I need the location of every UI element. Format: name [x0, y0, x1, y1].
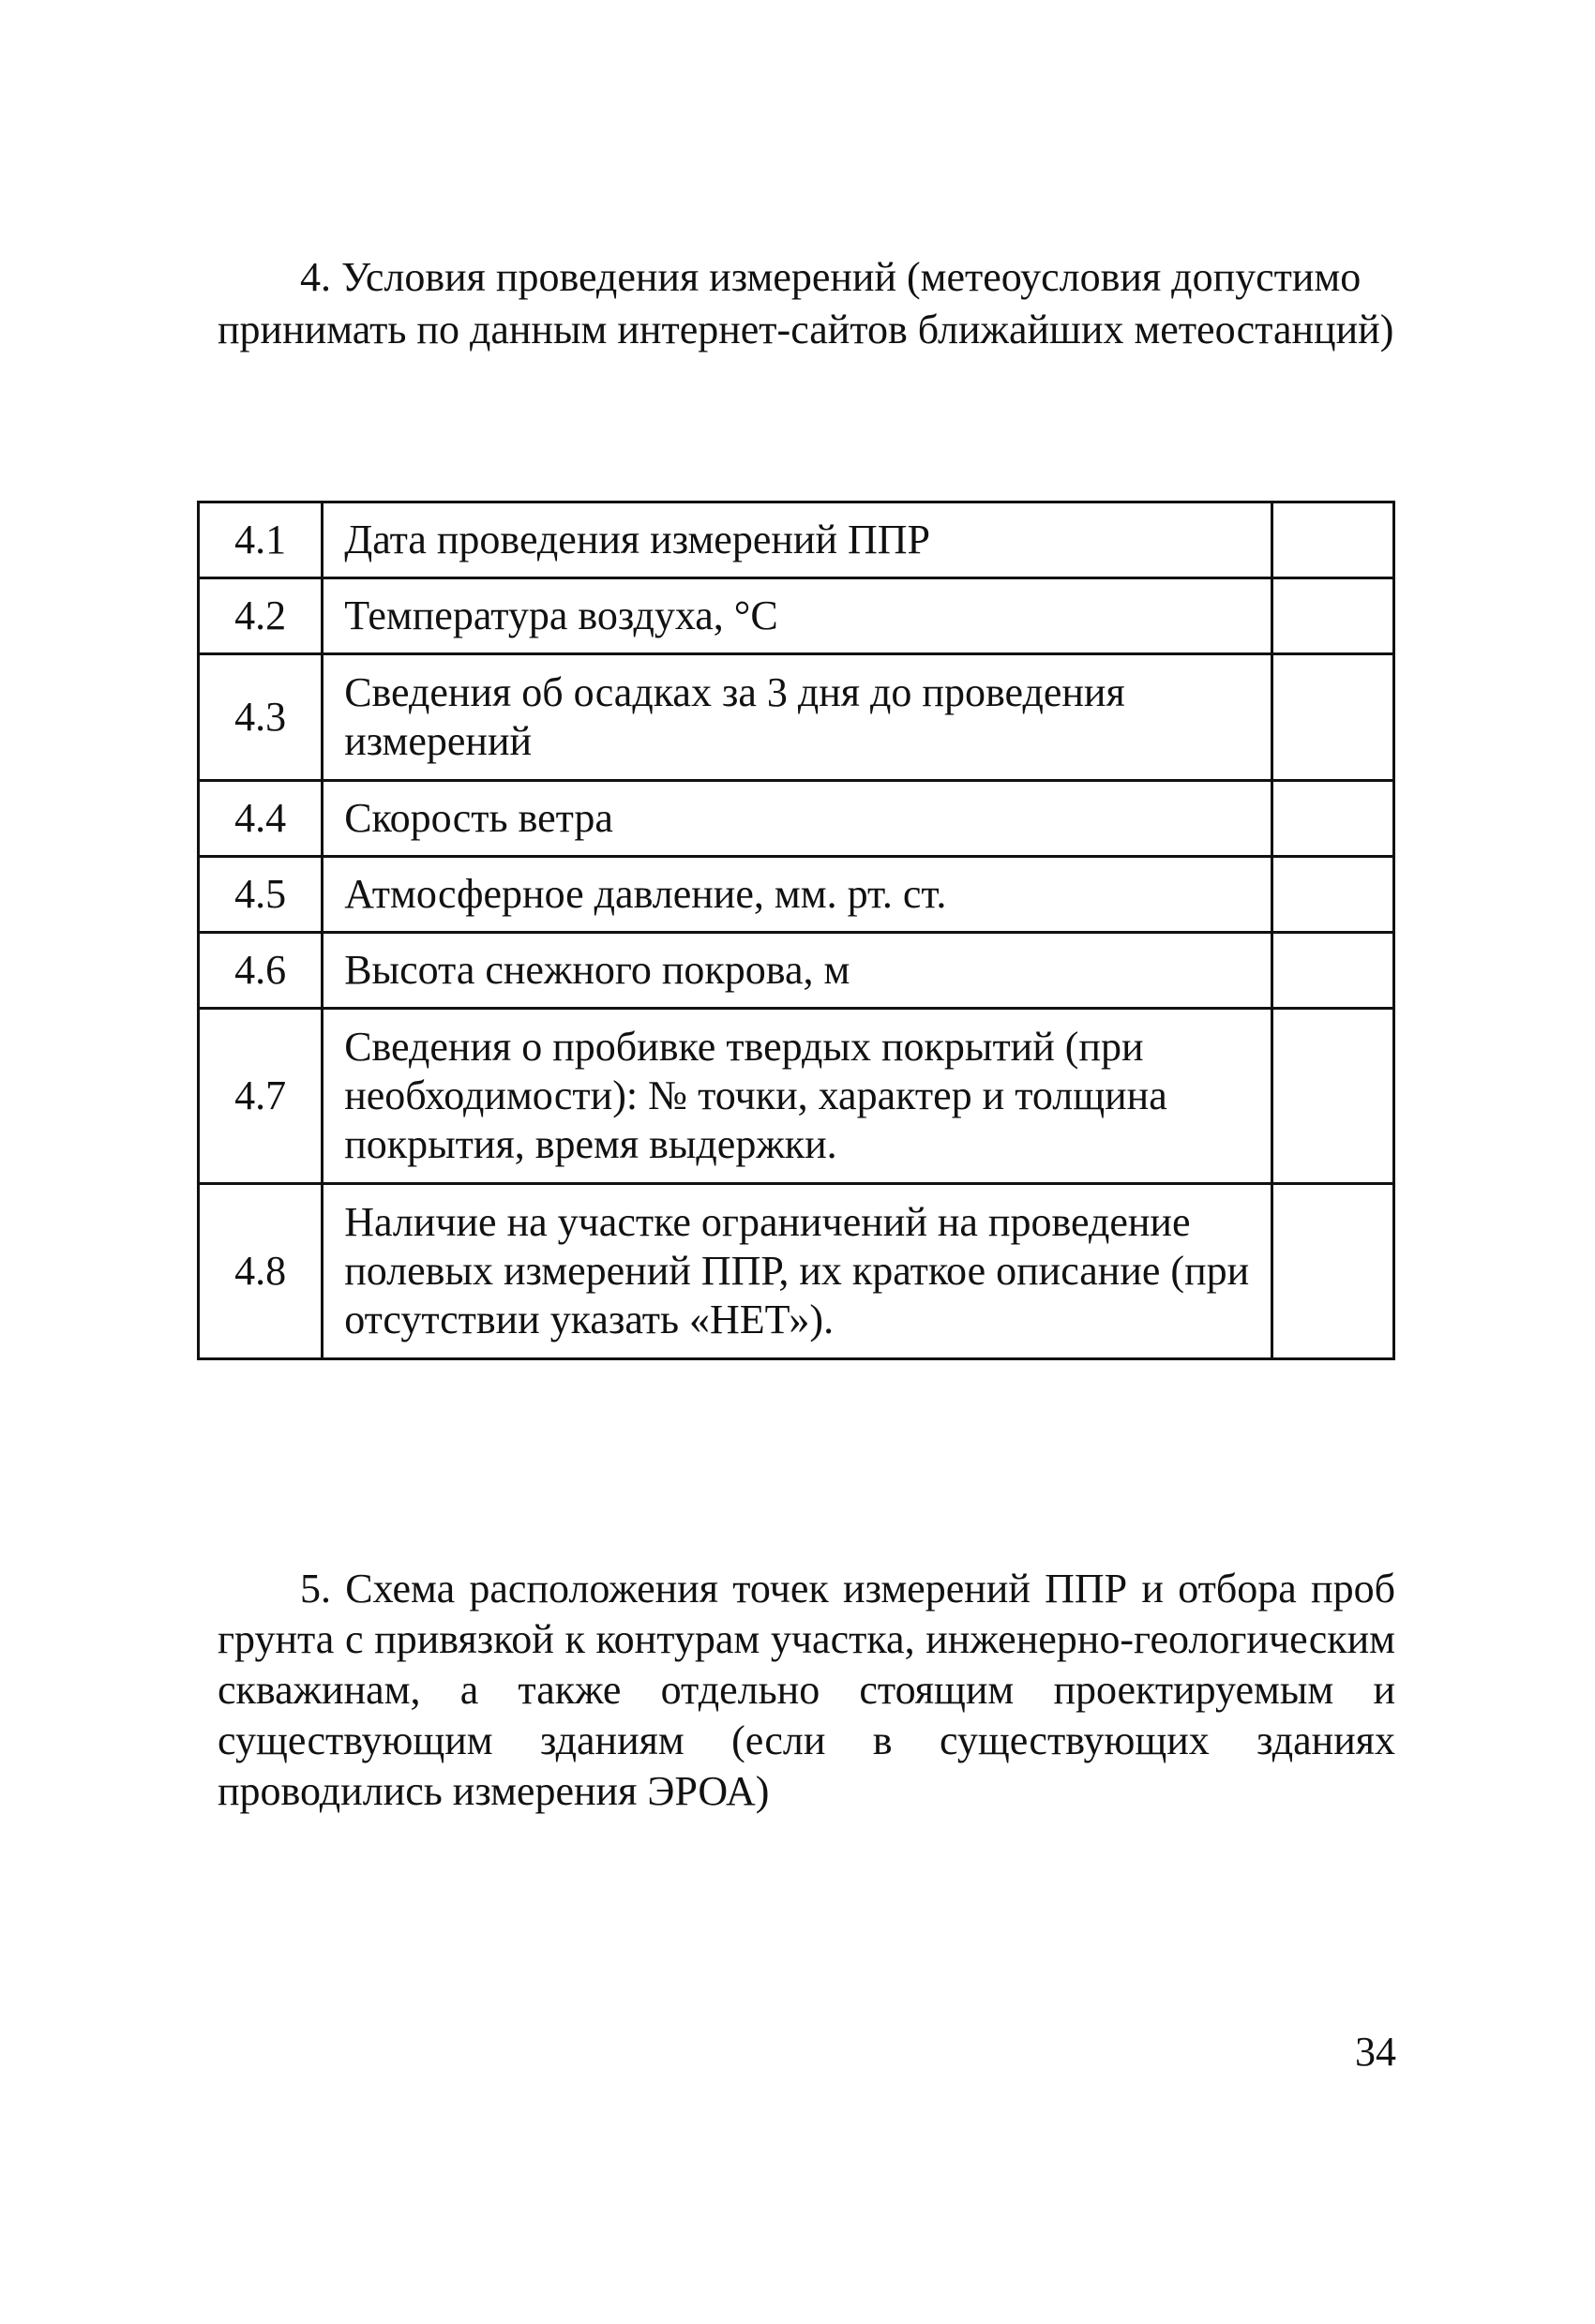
row-number: 4.2	[199, 578, 323, 654]
table-row	[199, 933, 1394, 1009]
row-number: 4.6	[199, 933, 323, 1009]
table-row	[199, 857, 1394, 933]
table-row	[199, 502, 1394, 578]
row-number: 4.4	[199, 781, 323, 857]
row-number: 4.7	[199, 1009, 323, 1184]
page-number: 34	[1355, 2029, 1396, 2075]
row-number: 4.1	[199, 502, 323, 578]
row-label: Скорость ветра	[323, 781, 1272, 857]
table-row	[199, 781, 1394, 857]
measurement-conditions-table	[197, 501, 1395, 1360]
row-value-cell[interactable]	[1272, 781, 1394, 857]
row-number: 4.3	[199, 654, 323, 781]
row-label: Наличие на участке ограничений на проведение полевых измерений ППР, их краткое описание (при отсутствии указать «НЕТ»).	[323, 1184, 1272, 1359]
row-number: 4.8	[199, 1184, 323, 1359]
row-label: Высота снежного покрова, м	[323, 933, 1272, 1009]
row-label: Сведения о пробивке твердых покрытий (при необходимости): № точки, характер и толщина покрытия, время выдержки.	[323, 1009, 1272, 1184]
row-value-cell[interactable]	[1272, 654, 1394, 781]
section-4-heading: 4. Условия проведения измерений (метеоусловия допустимо принимать по данным интернет-сайтов ближайших метеостанций)	[218, 254, 1394, 352]
table-row	[199, 654, 1394, 781]
row-value-cell[interactable]	[1272, 933, 1394, 1009]
row-value-cell[interactable]	[1272, 502, 1394, 578]
table-row	[199, 1184, 1394, 1359]
table-row	[199, 578, 1394, 654]
table-row	[199, 1009, 1394, 1184]
section-5-heading: 5. Схема расположения точек измерений ППР и отбора проб грунта с привязкой к контурам участка, инженерно-геологическим скважинам, а также отдельно стоящим проектируемым и существующим зданиям (если в существующих зданиях проводились измерения ЭРОА)	[218, 1566, 1395, 1814]
row-label: Температура воздуха, °С	[323, 578, 1272, 654]
row-value-cell[interactable]	[1272, 1009, 1394, 1184]
row-value-cell[interactable]	[1272, 857, 1394, 933]
row-label: Атмосферное давление, мм. рт. ст.	[323, 857, 1272, 933]
row-value-cell[interactable]	[1272, 578, 1394, 654]
row-label: Сведения об осадках за 3 дня до проведения измерений	[323, 654, 1272, 781]
row-number: 4.5	[199, 857, 323, 933]
row-value-cell[interactable]	[1272, 1184, 1394, 1359]
row-label: Дата проведения измерений ППР	[323, 502, 1272, 578]
